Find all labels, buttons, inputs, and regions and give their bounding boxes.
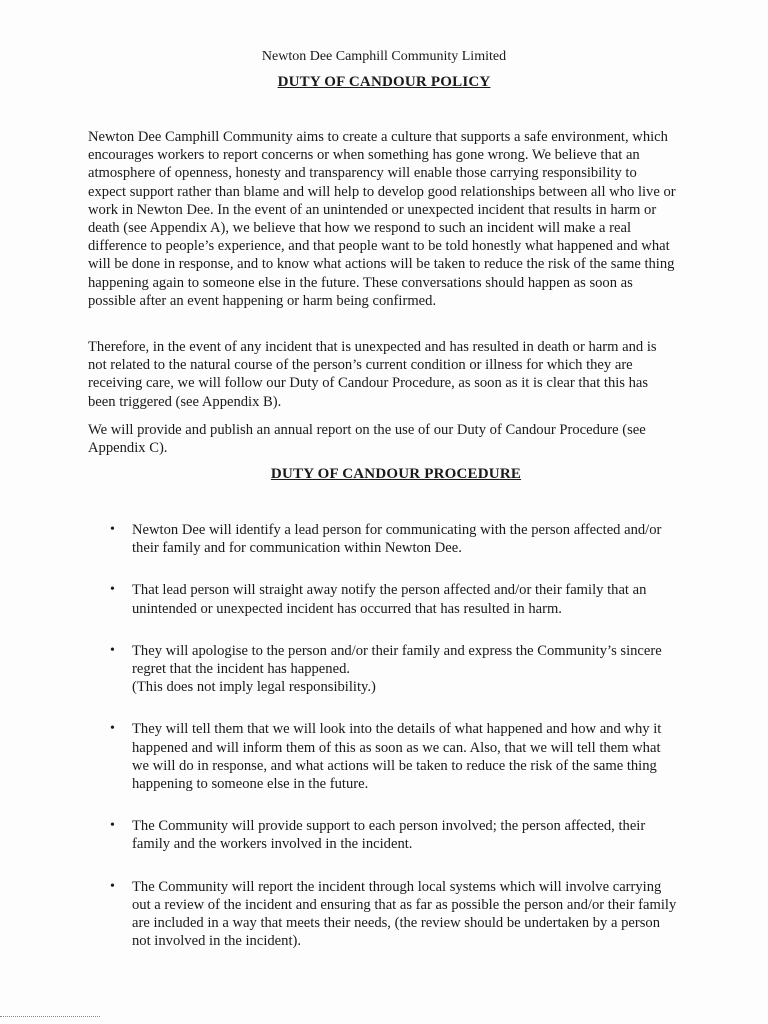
procedure-item: [110, 642, 680, 697]
scan-edge-divider: [0, 1016, 100, 1017]
bullet-icon: •: [110, 522, 115, 537]
procedure-item-text: That lead person will straight away notify the person affected and/or their family that an unintended or unexpected incident has occurred that has resulted in harm.: [132, 582, 647, 617]
procedure-item-text: They will tell them that we will look into the details of what happened and how and why it happened and will inform them of this as soon as we can. Also, that we will tell them what we will do in response, and what actions will be taken to reduce the risk of the same thing happening to someone else in the future.: [132, 721, 662, 793]
procedure-title: DUTY OF CANDOUR PROCEDURE: [270, 466, 522, 482]
procedure-item-text: The Community will provide support to each person involved; the person affected, their family and the workers involved in the incident.: [132, 818, 646, 853]
bullet-icon: •: [110, 818, 115, 834]
procedure-item: [110, 581, 680, 617]
bullet-icon: •: [110, 721, 115, 737]
procedure-item: [110, 878, 680, 951]
policy-paragraph-2: Therefore, in the event of any incident that is unexpected and has resulted in death or harm and is not related to the natural course of the person’s current condition or illness for which they are receiving care, we will follow our Duty of Candour Procedure, as soon as it is clear that this has been triggered (see Appendix B).: [88, 339, 657, 410]
policy-paragraph-1: Newton Dee Camphill Community aims to create a culture that supports a safe environment, which encourages workers to report concerns or when something has gone wrong. We believe that an atmosphere of openness, honesty and transparency will enable those carrying responsibility to expect support rather than blame and will help to develop good relationships between all who live or work in Newton Dee. In the event of an unintended or unexpected incident that results in harm or death (see Appendix A), we believe that how we respond to such an incident will make a real difference to people’s experience, and that people want to be told honestly what happened and what will be done in response, and to know what actions will be taken to reduce the risk of the same thing happening again to someone else in the future. These conversations should happen as soon as possible after an event happening or harm being confirmed.: [88, 129, 676, 309]
procedure-item-text: They will apologise to the person and/or their family and express the Community’s sincere regret that the incident has happened. (This does not imply legal responsibility.): [132, 642, 662, 696]
procedure-item: [110, 817, 680, 853]
bullet-icon: •: [110, 878, 115, 894]
procedure-item: [110, 720, 680, 793]
procedure-item: [110, 521, 680, 557]
procedure-item-text: Newton Dee will identify a lead person for communicating with the person affected and/or their family and for communication within Newton Dee.: [132, 522, 662, 557]
procedure-item-text: The Community will report the incident through local systems which will involve carrying out a review of the incident and ensuring that as far as possible the person and/or their family are included in a way that meets their needs, (the review should be undertaken by a person not involved in the incident).: [132, 878, 677, 950]
policy-paragraph-3: We will provide and publish an annual report on the use of our Duty of Candour Procedure (see Appendix C).: [88, 422, 646, 457]
bullet-icon: •: [110, 582, 115, 598]
organization-name: Newton Dee Camphill Community Limited: [261, 49, 507, 64]
policy-title: DUTY OF CANDOUR POLICY: [277, 74, 491, 90]
procedure-list: [110, 521, 680, 974]
bullet-icon: •: [110, 642, 115, 658]
